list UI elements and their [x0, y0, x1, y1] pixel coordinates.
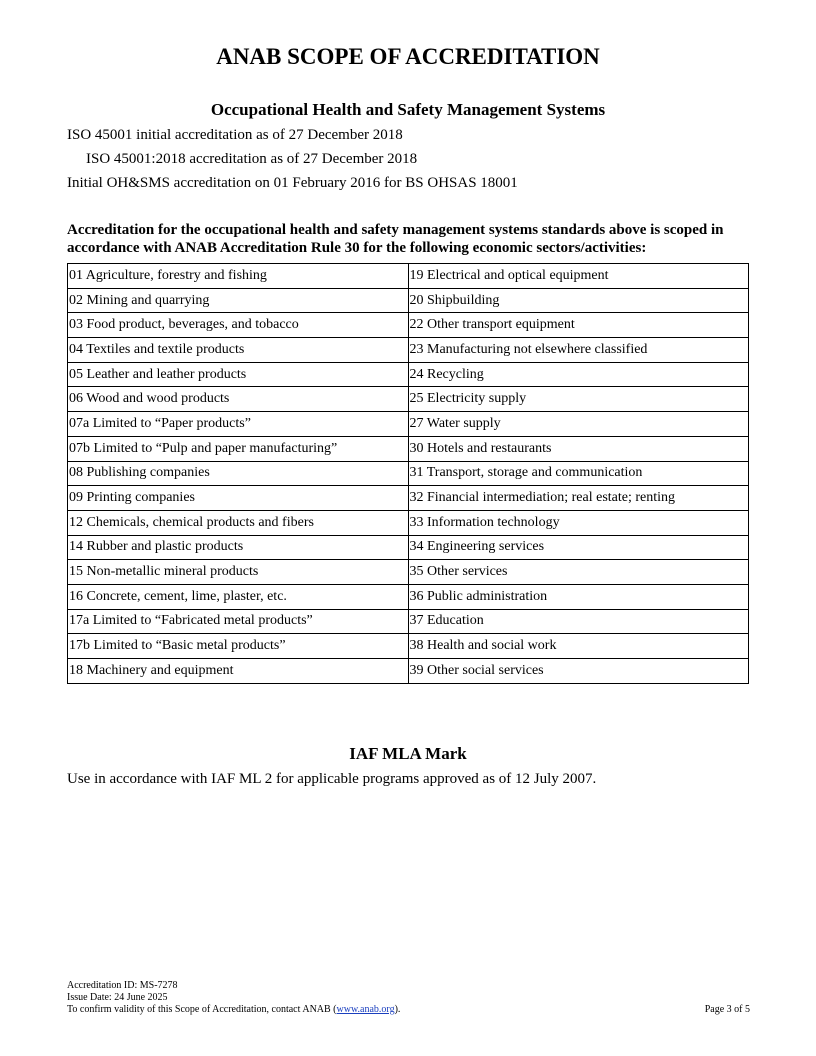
table-row — [68, 510, 749, 535]
sector-cell-left: 02 Mining and quarrying — [68, 288, 409, 313]
accreditation-line: Initial OH&SMS accreditation on 01 February 2016 for BS OHSAS 18001 — [67, 175, 518, 191]
sector-cell-left: 07b Limited to “Pulp and paper manufacturing” — [68, 436, 409, 461]
table-row — [68, 387, 749, 412]
accreditation-line: ISO 45001 initial accreditation as of 27 December 2018 — [67, 127, 403, 143]
accreditation-id: Accreditation ID: MS-7278 — [67, 980, 178, 991]
iaf-mla-heading: IAF MLA Mark — [349, 744, 467, 763]
sectors-table-body — [68, 264, 749, 684]
sector-cell-right: 25 Electricity supply — [408, 387, 749, 412]
sector-cell-right: 24 Recycling — [408, 362, 749, 387]
section-subtitle: Occupational Health and Safety Management Systems — [210, 100, 606, 119]
confirm-validity — [67, 1004, 400, 1016]
sector-cell-left: 18 Machinery and equipment — [68, 659, 409, 684]
sector-cell-left: 12 Chemicals, chemical products and fibers — [68, 510, 409, 535]
sector-cell-right: 22 Other transport equipment — [408, 313, 749, 338]
sector-cell-right: 31 Transport, storage and communication — [408, 461, 749, 486]
sector-cell-left: 07a Limited to “Paper products” — [68, 412, 409, 437]
table-row — [68, 313, 749, 338]
sector-cell-right: 37 Education — [408, 609, 749, 634]
table-row — [68, 535, 749, 560]
sector-cell-right: 39 Other social services — [408, 659, 749, 684]
iaf-mla-text: Use in accordance with IAF ML 2 for applicable programs approved as of 12 July 2007. — [67, 771, 597, 787]
page-title: ANAB SCOPE OF ACCREDITATION — [216, 44, 600, 69]
sector-cell-right: 23 Manufacturing not elsewhere classified — [408, 338, 749, 363]
sector-cell-left: 17b Limited to “Basic metal products” — [68, 634, 409, 659]
sector-cell-left: 08 Publishing companies — [68, 461, 409, 486]
sector-cell-left: 06 Wood and wood products — [68, 387, 409, 412]
table-row — [68, 264, 749, 289]
sector-cell-left: 05 Leather and leather products — [68, 362, 409, 387]
sector-cell-left: 17a Limited to “Fabricated metal products” — [68, 609, 409, 634]
sector-cell-left: 04 Textiles and textile products — [68, 338, 409, 363]
sectors-table — [67, 263, 749, 684]
sector-cell-right: 36 Public administration — [408, 584, 749, 609]
sector-cell-left: 03 Food product, beverages, and tobacco — [68, 313, 409, 338]
sector-cell-right: 20 Shipbuilding — [408, 288, 749, 313]
sector-cell-right: 19 Electrical and optical equipment — [408, 264, 749, 289]
accreditation-line: ISO 45001:2018 accreditation as of 27 December 2018 — [86, 151, 418, 167]
table-row — [68, 659, 749, 684]
table-row — [68, 288, 749, 313]
issue-date: Issue Date: 24 June 2025 — [67, 992, 168, 1003]
table-row — [68, 362, 749, 387]
table-row — [68, 412, 749, 437]
footer — [67, 980, 400, 1016]
table-row — [68, 436, 749, 461]
sector-cell-right: 33 Information technology — [408, 510, 749, 535]
table-row — [68, 560, 749, 585]
table-row — [68, 461, 749, 486]
page-number: Page 3 of 5 — [704, 1004, 750, 1015]
sector-cell-left: 15 Non-metallic mineral products — [68, 560, 409, 585]
sector-cell-left: 01 Agriculture, forestry and fishing — [68, 264, 409, 289]
table-row — [68, 486, 749, 511]
sector-cell-left: 09 Printing companies — [68, 486, 409, 511]
sector-cell-right: 30 Hotels and restaurants — [408, 436, 749, 461]
table-row — [68, 584, 749, 609]
confirm-suffix: ). — [394, 1004, 401, 1015]
sector-cell-right: 35 Other services — [408, 560, 749, 585]
sector-cell-right: 32 Financial intermediation; real estate; renting — [408, 486, 749, 511]
anab-link[interactable]: www.anab.org — [336, 1004, 395, 1015]
sector-cell-left: 16 Concrete, cement, lime, plaster, etc. — [68, 584, 409, 609]
table-row — [68, 609, 749, 634]
sector-cell-right: 34 Engineering services — [408, 535, 749, 560]
table-row — [68, 634, 749, 659]
table-row — [68, 338, 749, 363]
sector-cell-left: 14 Rubber and plastic products — [68, 535, 409, 560]
sector-cell-right: 38 Health and social work — [408, 634, 749, 659]
scope-intro: Accreditation for the occupational health and safety management systems standards above is scoped in accordance with ANAB Accreditation Rule 30 for the following economic sectors/activities: — [67, 222, 724, 256]
sector-cell-right: 27 Water supply — [408, 412, 749, 437]
confirm-prefix: To confirm validity of this Scope of Accreditation, contact ANAB ( — [67, 1004, 337, 1015]
